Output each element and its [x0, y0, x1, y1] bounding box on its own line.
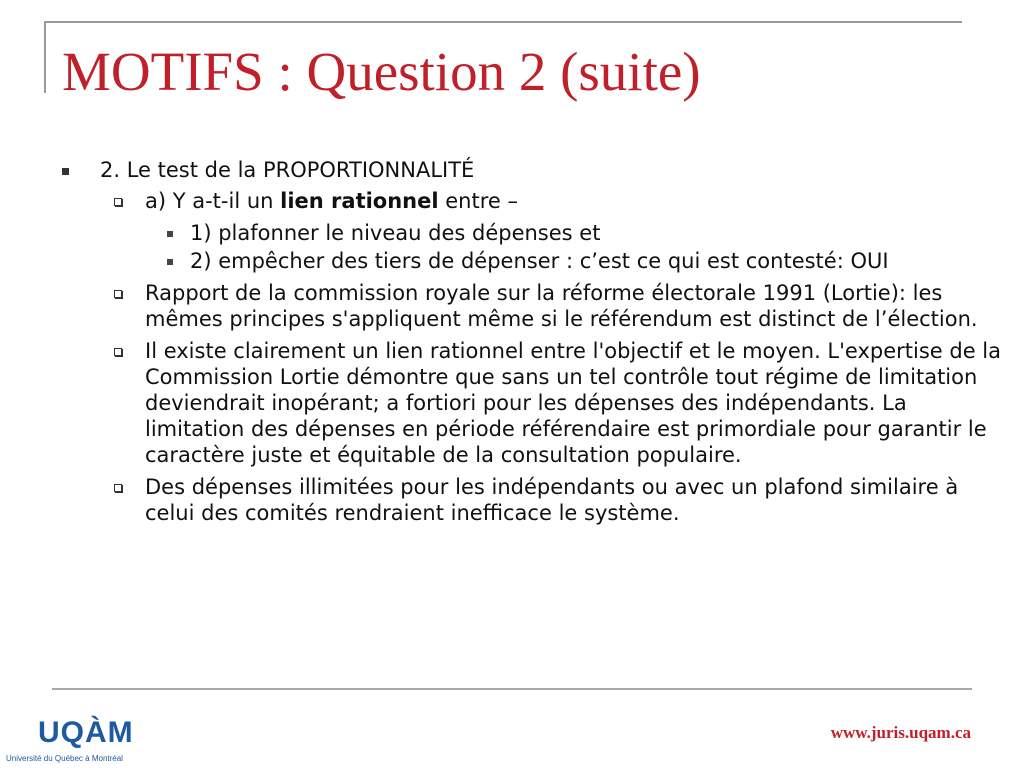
text-bold: lien rationnel — [280, 189, 439, 213]
sub-bullet-rapport — [145, 280, 1005, 332]
square-bullet-icon — [62, 168, 69, 175]
hollow-square-bullet-icon — [114, 290, 122, 298]
footer-divider — [52, 688, 972, 690]
hollow-square-bullet-icon — [114, 348, 122, 356]
bullet-text: Des dépenses illimitées pour les indépendants ou avec un plafond similaire à celui des comités rendraient inefficace le système. — [145, 475, 959, 525]
hollow-square-bullet-icon — [114, 484, 122, 492]
bullet-text: 2. Le test de la PROPORTIONNALITÉ — [100, 158, 475, 182]
logo-subtitle: Université du Québec à Montréal — [6, 754, 123, 763]
sub-sub-bullet-plafonner — [190, 220, 1005, 246]
sub-sub-bullet-empecher — [190, 248, 1005, 274]
sub-bullet-depenses-illimitees — [145, 474, 1005, 526]
frame-top-line — [44, 21, 962, 23]
bullet-text: 2) empêcher des tiers de dépenser : c’est ce qui est contesté: OUI — [190, 249, 889, 273]
slide-content — [60, 157, 1010, 532]
slide-title: MOTIFS : Question 2 (suite) — [62, 41, 701, 102]
sub-bullet-lien-objectif — [145, 338, 1005, 468]
text-pre: a) Y a-t-il un — [145, 189, 281, 213]
frame-left-line — [44, 21, 46, 93]
bullet-text: Il existe clairement un lien rationnel entre l'objectif et le moyen. L'expertise de la Commission Lortie démontre que sans un tel contrôle tout régime de limitation deviendrait inopérant; a fortiori pour les dépenses des indépendants. La limitation des dépenses en période référendaire est primordiale pour garantir le caractère juste et équitable de la consultation populaire. — [145, 339, 1001, 467]
website-link[interactable]: www.juris.uqam.ca — [830, 723, 971, 742]
bullet-text: 1) plafonner le niveau des dépenses et — [190, 221, 601, 245]
logo-mark: UQÀM — [38, 716, 134, 749]
hollow-square-bullet-icon — [114, 198, 122, 206]
square-bullet-icon — [167, 231, 173, 237]
uqam-logo — [6, 716, 156, 766]
bullet-text: Rapport de la commission royale sur la réforme électorale 1991 (Lortie): les mêmes principes s'appliquent même si le référendum est distinct de l’élection. — [145, 281, 978, 331]
square-bullet-icon — [167, 259, 173, 265]
sub-bullet-lien-rationnel — [145, 188, 1005, 214]
text-post: entre – — [438, 189, 518, 213]
bullet-item-proportionnalite — [60, 157, 1010, 183]
